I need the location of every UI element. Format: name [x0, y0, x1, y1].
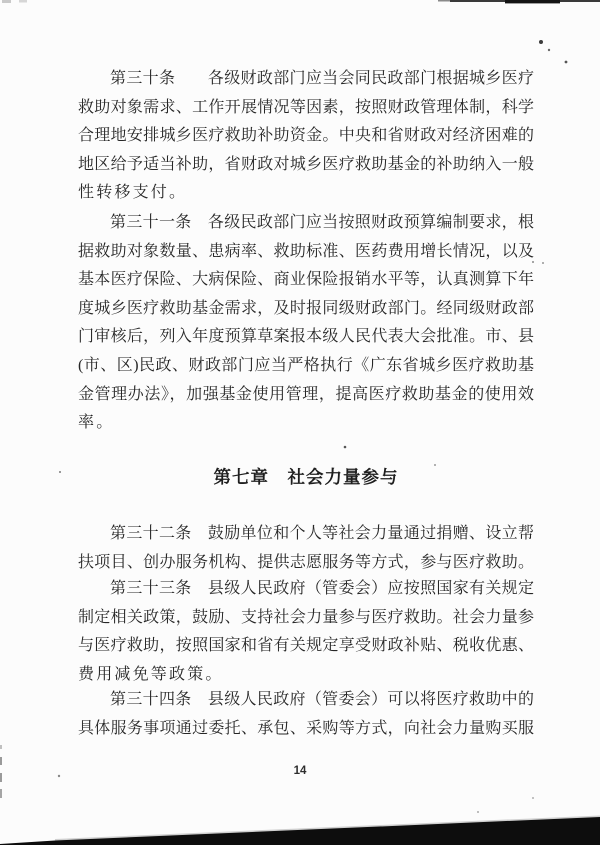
text-line: (市、区)民政、财政部门应当严格执行《广东省城乡医疗救助基: [78, 356, 534, 374]
text-line: 具体服务事项通过委托、承包、采购等方式，向社会力量购买服: [78, 719, 534, 737]
text-line: 第三十四条 县级人民政府（管委会）可以将医疗救助中的: [110, 691, 534, 708]
text-line: 扶项目、创办服务机构、提供志愿服务等方式，参与医疗救助。: [78, 553, 534, 571]
paragraph-article-34: [78, 686, 534, 743]
text-line: 基本医疗保险、大病保险、商业保险报销水平等，认真测算下年: [78, 271, 534, 289]
text-line: 制定相关政策，鼓励、支持社会力量参与医疗救助。社会力量参: [78, 608, 534, 626]
top-left-specks: [2, 0, 27, 3]
bottom-edge-scan-band: [0, 817, 600, 845]
text-line: 第三十三条 县级人民政府（管委会）应按照国家有关规定: [110, 580, 534, 597]
text-line: 据救助对象数量、患病率、救助标准、医药费用增长情况，以及: [78, 242, 534, 260]
text-line: 救助对象需求、工作开展情况等因素，按照财政管理体制，科学: [78, 98, 534, 116]
text-line: 第三十二条 鼓励单位和个人等社会力量通过捐赠、设立帮: [110, 525, 534, 542]
top-edge-scan-line: [438, 0, 600, 3]
paragraph-article-32: [78, 520, 534, 577]
text-line: 地区给予适当补助，省财政对城乡医疗救助基金的补助纳入一般: [78, 155, 534, 173]
paragraph-article-31: [78, 209, 534, 438]
paragraph-article-33: [78, 575, 534, 689]
text-line: 第三十一条 各级民政部门应当按照财政预算编制要求，根: [110, 214, 534, 231]
text-line: 度城乡医疗救助基金需求，及时报同级财政部门。经同级财政部: [78, 299, 534, 317]
text-line: 与医疗救助，按照国家和省有关规定享受财政补贴、税收优惠、: [78, 637, 534, 655]
text-line: 第三十条 各级财政部门应当会同民政部门根据城乡医疗: [110, 70, 534, 87]
text-line: 费用减免等政策。: [78, 665, 224, 683]
text-line: 金管理办法》，加强基金使用管理，提高医疗救助基金的使用效: [78, 385, 534, 403]
text-line: 合理地安排城乡医疗救助补助资金。中央和省财政对经济困难的: [78, 127, 534, 145]
paragraph-article-30: [78, 65, 534, 208]
text-line: 性转移支付。: [78, 184, 188, 202]
chapter-heading: 第七章 社会力量参与: [213, 467, 399, 487]
page-number: 14: [293, 765, 307, 777]
text-line: 门审核后，列入年度预算草案报本级人民代表大会批准。市、县: [78, 328, 534, 346]
text-line: 率。: [78, 414, 115, 432]
